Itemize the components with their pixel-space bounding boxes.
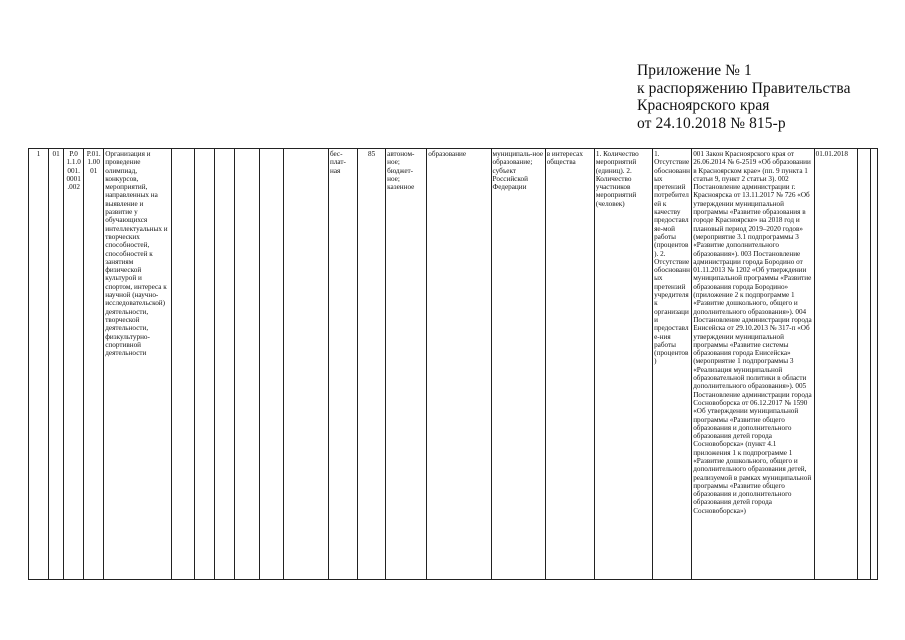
cell-code-3: Р.01. 1.00 01 <box>84 149 104 580</box>
cell-institution-type: автоном-ное; бюджет-ное; казенное <box>386 149 427 580</box>
cell-code-1: 01 <box>49 149 64 580</box>
table-row <box>29 149 878 580</box>
cell-empty-6 <box>283 149 328 580</box>
cell-row-number: 1 <box>29 149 49 580</box>
cell-okved: 85 <box>358 149 386 580</box>
appendix-header <box>637 62 897 132</box>
cell-empty-7 <box>857 149 870 580</box>
cell-volume-indicators: 1. Количество мероприятий (единиц). 2. Количество участников мероприятий (человек) <box>594 149 652 580</box>
appendix-region: Красноярского края <box>637 97 770 114</box>
cell-legal-acts: 001 Закон Красноярского края от 26.06.2014 № 6-2519 «Об образовании в Красноярском крае» (пп. 9 пункта 1 статьи 9, пункт 2 статьи 3). 002 Постановление администрации г. Красноярска от 13.11.2017 № 726 «Об утверждении муниципальной программы «Развитие образования в городе Красноярске» на 2018 год и плановый период 2019–2020 годов» (мероприятие 3.1 подпрограммы 3 «Развитие дополнительного образования»). 003 Постановление администрации города Бородино от 01.11.2013 № 1202 «Об утверждении муниципальной программы «Развитие образования города Бородино» (приложение 2 к подпрограмме 1 «Развитие дошкольного, общего и дополнительного образования»). 004 Постановление администрации города Енисейска от 29.10.2013 № 317-п «Об утверждении муниципальной программы «Развитие системы образования города Енисейска» (мероприятие 1 подпрограммы 3 «Реализация муниципальной образовательной политики в области дополнительного образования»). 005 Постановление администрации города Сосновоборска от 06.12.2017 № 1590 «Об утверждении муниципальной программы «Развитие общего образования и дополнительного образования детей города Сосновоборска» (пункт 4.1 приложения 1 к подпрограмме 1 «Развитие дошкольного, общего и дополнительного образования детей, реализуемой в рамках муниципальной программы «Развитие общего образования и дополнительного образования детей города Сосновоборска») <box>692 149 814 580</box>
cell-quality-indicators: 1. Отсутствие обоснованных претензий потребителей к качеству предоставляе-мой работы (процентов). 2. Отсутствие обоснованных претензий учредителя к организации предоставле-ния работы (процентов) <box>653 149 692 580</box>
cell-empty-4 <box>234 149 259 580</box>
appendix-reference: к распоряжению Правительства <box>637 79 851 97</box>
appendix-date-number: от 24.10.2018 № 815-р <box>637 114 786 132</box>
cell-empty-3 <box>214 149 234 580</box>
registry-table <box>28 148 878 580</box>
cell-start-date: 01.01.2018 <box>814 149 857 580</box>
cell-work-name: Организация и проведение олимпиад, конкурсов, мероприятий, направленных на выявление и развитие у обучающихся интеллектуальных и творческих способностей, способностей к занятиям физической культурой и спортом, интереса к научной (научно-исследовательской) деятельности, творческой деятельности, физкультурно-спортивной деятельности <box>104 149 172 580</box>
cell-empty-2 <box>194 149 214 580</box>
cell-empty-1 <box>172 149 194 580</box>
cell-code-2: Р.0 1.1.0 001. 0001 .002 <box>64 149 84 580</box>
appendix-number: Приложение № 1 <box>637 62 752 79</box>
cell-founder-level: муниципаль-ное образование; субъект Российской Федерации <box>491 149 545 580</box>
cell-empty-5 <box>259 149 283 580</box>
cell-activity-area: образование <box>427 149 491 580</box>
cell-consumers: в интересах общества <box>545 149 594 580</box>
cell-empty-8 <box>870 149 877 580</box>
cell-payment-type: бес-плат-ная <box>328 149 357 580</box>
